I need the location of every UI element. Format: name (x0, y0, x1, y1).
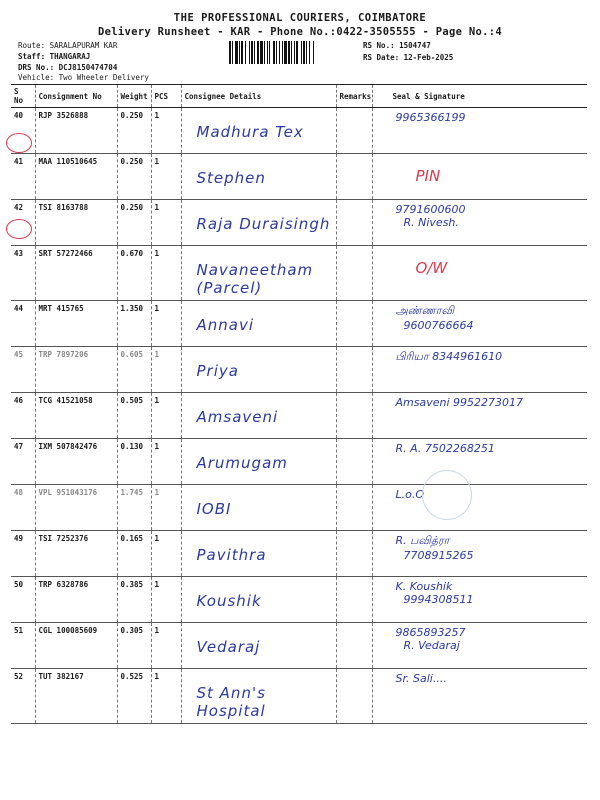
cell-remarks (336, 485, 372, 531)
cell-consignment: MAA 110510645 (35, 154, 117, 200)
consignee-handwriting: Arumugam (196, 454, 288, 472)
col-weight: Weight (117, 85, 151, 108)
col-consignee: Consignee Details (181, 85, 336, 108)
cell-weight: 0.250 (117, 108, 151, 154)
table-row (11, 393, 587, 439)
runsheet-table (11, 84, 587, 724)
circle-mark-43 (6, 219, 32, 239)
rs-date-value: 12-Feb-2025 (403, 53, 454, 62)
cell-consignment: SRT 57272466 (35, 246, 117, 301)
table-row (11, 577, 587, 623)
signature-handwriting: Sr. Sali.... (395, 672, 447, 685)
consignee-handwriting: Navaneetham (Parcel) (196, 261, 314, 297)
cell-sno: 51 (11, 623, 35, 669)
cell-pcs: 1 (151, 393, 181, 439)
cell-sno: 43 (11, 246, 35, 301)
cell-consignee (181, 108, 336, 154)
table-row (11, 623, 587, 669)
cell-weight: 0.305 (117, 623, 151, 669)
cell-remarks (336, 669, 372, 724)
consignee-handwriting: Amsaveni (196, 408, 279, 426)
cell-signature (372, 246, 587, 301)
cell-pcs: 1 (151, 246, 181, 301)
table-row (11, 531, 587, 577)
signature-handwriting-2: R. Vedaraj (403, 639, 460, 652)
table-body (11, 108, 587, 724)
cell-weight: 0.525 (117, 669, 151, 724)
drs-value: DCJ8150474704 (58, 63, 118, 72)
cell-remarks (336, 439, 372, 485)
cell-weight: 0.670 (117, 246, 151, 301)
consignee-handwriting: Vedaraj (196, 638, 261, 656)
cell-sno: 44 (11, 301, 35, 347)
cell-consignment: VPL 951043176 (35, 485, 117, 531)
cell-sno: 40 (11, 108, 35, 154)
cell-sno: 46 (11, 393, 35, 439)
cell-weight: 0.385 (117, 577, 151, 623)
consignee-handwriting: Raja Duraisingh (196, 215, 331, 233)
cell-weight: 0.130 (117, 439, 151, 485)
cell-weight: 1.745 (117, 485, 151, 531)
cell-signature (372, 347, 587, 393)
consignee-handwriting: Koushik (196, 592, 262, 610)
cell-sno: 48 (11, 485, 35, 531)
cell-consignee (181, 531, 336, 577)
cell-consignee (181, 577, 336, 623)
cell-remarks (336, 301, 372, 347)
cell-consignee (181, 623, 336, 669)
seal-stamp (422, 470, 472, 520)
cell-pcs: 1 (151, 485, 181, 531)
cell-consignment: TRP 7897206 (35, 347, 117, 393)
cell-consignment: TUT 382167 (35, 669, 117, 724)
signature-handwriting: L.o.O (395, 488, 425, 501)
signature-handwriting: பிரியா 8344961610 (395, 350, 503, 363)
signature-handwriting: PIN (415, 167, 441, 185)
cell-consignment: TSI 7252376 (35, 531, 117, 577)
cell-weight: 0.250 (117, 154, 151, 200)
table-row (11, 347, 587, 393)
runsheet-subtitle: Delivery Runsheet - KAR - Phone No.:0422-3505555 - Page No.:4 (98, 26, 502, 38)
cell-remarks (336, 623, 372, 669)
col-sno: S No (11, 85, 35, 108)
cell-consignment: MRT 415765 (35, 301, 117, 347)
cell-consignment: IXM 507842476 (35, 439, 117, 485)
consignee-handwriting: St Ann's Hospital (196, 684, 266, 720)
cell-remarks (336, 531, 372, 577)
cell-pcs: 1 (151, 669, 181, 724)
cell-remarks (336, 246, 372, 301)
signature-handwriting-2: R. Nivesh. (403, 216, 459, 229)
signature-handwriting-2: 9600766664 (403, 319, 474, 332)
cell-weight: 0.165 (117, 531, 151, 577)
vehicle-label: Vehicle: (18, 73, 55, 82)
cell-consignee (181, 439, 336, 485)
cell-consignment: CGL 100085609 (35, 623, 117, 669)
cell-signature (372, 623, 587, 669)
cell-signature (372, 393, 587, 439)
route-value: SARALAPURAM KAR (49, 41, 118, 50)
cell-remarks (336, 154, 372, 200)
cell-consignment: RJP 3526888 (35, 108, 117, 154)
cell-remarks (336, 200, 372, 246)
cell-pcs: 1 (151, 301, 181, 347)
cell-consignee (181, 200, 336, 246)
rs-date-line (363, 53, 453, 62)
rs-no-line (363, 41, 431, 50)
signature-handwriting: 9865893257 (395, 626, 466, 639)
cell-weight: 0.605 (117, 347, 151, 393)
cell-consignee (181, 154, 336, 200)
cell-remarks (336, 347, 372, 393)
route-line (18, 41, 117, 50)
table-header-row (11, 85, 587, 108)
vehicle-value: Two Wheeler Delivery (58, 73, 149, 82)
drs-line (18, 63, 117, 72)
signature-handwriting-2: 9994308511 (403, 593, 474, 606)
route-label: Route: (18, 41, 46, 50)
table-row (11, 154, 587, 200)
cell-consignee (181, 669, 336, 724)
cell-signature (372, 485, 587, 531)
cell-sno: 41 (11, 154, 35, 200)
signature-handwriting: R. A. 7502268251 (395, 442, 495, 455)
table-row (11, 246, 587, 301)
col-consignment: Consignment No (35, 85, 117, 108)
cell-pcs: 1 (151, 347, 181, 393)
barcode (229, 41, 359, 64)
staff-line (18, 52, 90, 61)
consignee-handwriting: IOBI (196, 500, 232, 518)
consignee-handwriting: Priya (196, 362, 239, 380)
staff-value: THANGARAJ (49, 52, 91, 61)
consignee-handwriting: Madhura Tex (196, 123, 304, 141)
signature-handwriting: K. Koushik (395, 580, 453, 593)
cell-pcs: 1 (151, 577, 181, 623)
circle-mark-41 (6, 133, 32, 153)
cell-remarks (336, 108, 372, 154)
cell-remarks (336, 577, 372, 623)
cell-consignment: TCG 41521058 (35, 393, 117, 439)
signature-handwriting: R. பவித்ரா (395, 534, 450, 547)
cell-signature (372, 577, 587, 623)
signature-handwriting-2: 7708915265 (403, 549, 474, 562)
cell-sno: 47 (11, 439, 35, 485)
cell-remarks (336, 393, 372, 439)
signature-handwriting: O/W (415, 259, 448, 277)
cell-pcs: 1 (151, 623, 181, 669)
signature-handwriting: அண்ணாவி (395, 304, 454, 317)
cell-sno: 45 (11, 347, 35, 393)
cell-sno: 42 (11, 200, 35, 246)
cell-signature (372, 108, 587, 154)
cell-consignee (181, 485, 336, 531)
table-row (11, 301, 587, 347)
cell-weight: 1.350 (117, 301, 151, 347)
signature-handwriting: Amsaveni 9952273017 (395, 396, 523, 409)
consignee-handwriting: Stephen (196, 169, 266, 187)
rs-no-label: RS No.: (363, 41, 395, 50)
cell-consignment: TSI 8163788 (35, 200, 117, 246)
cell-signature (372, 669, 587, 724)
rs-no-value: 1504747 (399, 41, 431, 50)
staff-label: Staff: (18, 52, 46, 61)
cell-consignee (181, 301, 336, 347)
cell-signature (372, 531, 587, 577)
cell-consignee (181, 347, 336, 393)
cell-weight: 0.505 (117, 393, 151, 439)
rs-date-label: RS Date: (363, 53, 400, 62)
drs-label: DRS No.: (18, 63, 55, 72)
cell-pcs: 1 (151, 200, 181, 246)
cell-consignee (181, 246, 336, 301)
cell-pcs: 1 (151, 108, 181, 154)
cell-signature (372, 301, 587, 347)
vehicle-line (18, 73, 149, 82)
cell-signature (372, 439, 587, 485)
cell-weight: 0.250 (117, 200, 151, 246)
table-row (11, 669, 587, 724)
table-row (11, 108, 587, 154)
signature-handwriting: 9965366199 (395, 111, 466, 124)
col-remarks: Remarks (336, 85, 372, 108)
cell-sno: 50 (11, 577, 35, 623)
cell-sno: 52 (11, 669, 35, 724)
col-sign: Seal & Signature (372, 85, 587, 108)
consignee-handwriting: Annavi (196, 316, 255, 334)
signature-handwriting: 9791600600 (395, 203, 466, 216)
consignee-handwriting: Pavithra (196, 546, 267, 564)
table-row (11, 485, 587, 531)
cell-signature (372, 200, 587, 246)
table-row (11, 439, 587, 485)
runsheet-title: THE PROFESSIONAL COURIERS, COIMBATORE (173, 12, 427, 24)
cell-pcs: 1 (151, 154, 181, 200)
cell-sno: 49 (11, 531, 35, 577)
col-pcs: PCS (151, 85, 181, 108)
cell-pcs: 1 (151, 439, 181, 485)
table-row (11, 200, 587, 246)
cell-consignment: TRP 6328786 (35, 577, 117, 623)
cell-pcs: 1 (151, 531, 181, 577)
cell-consignee (181, 393, 336, 439)
cell-signature (372, 154, 587, 200)
